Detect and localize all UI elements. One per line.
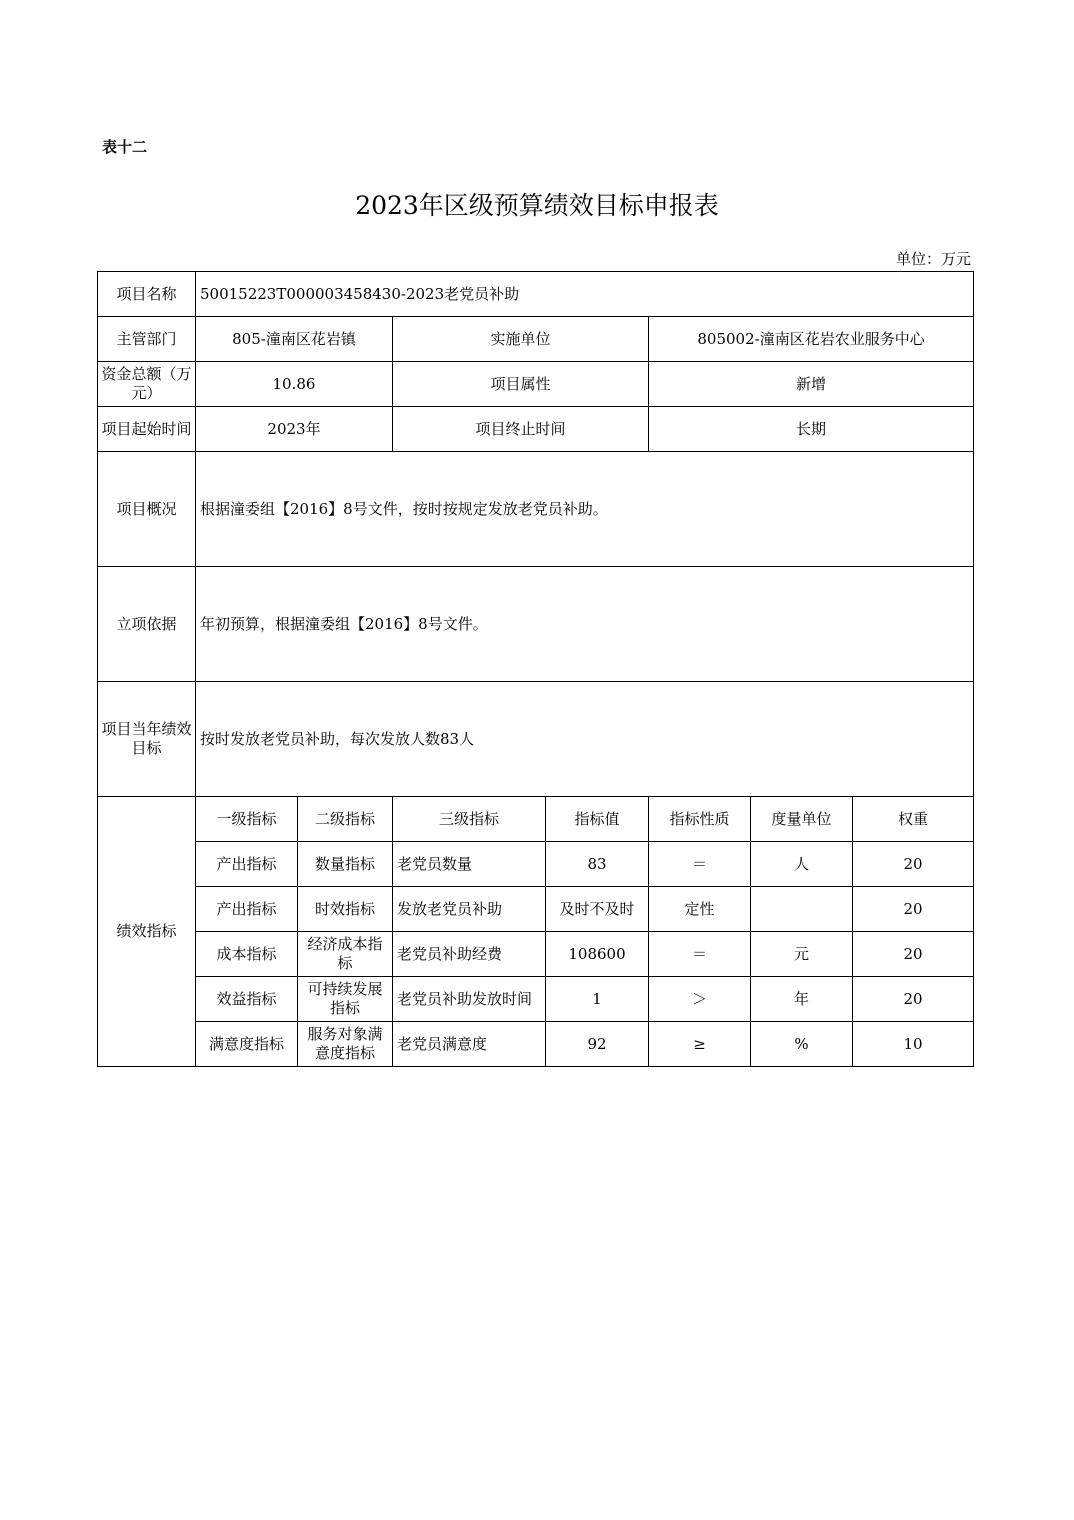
weight-cell: 20: [853, 932, 974, 977]
level1-cell: 效益指标: [196, 977, 298, 1022]
unit-label: 单位：万元: [895, 250, 971, 268]
unit-cell: 元: [751, 932, 853, 977]
unit-cell: 年: [751, 977, 853, 1022]
total-funds-label: 资金总额（万元）: [98, 362, 196, 407]
table-number-label: 表十二: [102, 138, 148, 156]
level1-cell: 产出指标: [196, 887, 298, 932]
document-title: 2023年区级预算绩效目标申报表: [355, 191, 719, 220]
weight-cell: 20: [853, 977, 974, 1022]
nature-cell: ＝: [649, 932, 751, 977]
end-time-value: 长期: [649, 407, 974, 452]
level3-cell: 发放老党员补助: [393, 887, 546, 932]
level2-cell: 可持续发展指标: [298, 977, 393, 1022]
table-row: [98, 682, 974, 797]
basis-label: 立项依据: [98, 567, 196, 682]
annual-goal-label: 项目当年绩效目标: [98, 682, 196, 797]
indicator-row: [98, 842, 974, 887]
project-name-label: 项目名称: [98, 272, 196, 317]
nature-cell: ≥: [649, 1022, 751, 1067]
level2-cell: 服务对象满意度指标: [298, 1022, 393, 1067]
weight-cell: 20: [853, 887, 974, 932]
indicators-section-label: 绩效指标: [98, 797, 196, 1067]
value-cell: 1: [546, 977, 649, 1022]
level2-cell: 数量指标: [298, 842, 393, 887]
project-attribute-label: 项目属性: [393, 362, 649, 407]
overview-label: 项目概况: [98, 452, 196, 567]
level1-cell: 满意度指标: [196, 1022, 298, 1067]
level3-cell: 老党员补助经费: [393, 932, 546, 977]
end-time-label: 项目终止时间: [393, 407, 649, 452]
value-cell: 92: [546, 1022, 649, 1067]
table-row: [98, 317, 974, 362]
table-row: [98, 407, 974, 452]
implementing-unit-value: 805002-潼南区花岩农业服务中心: [649, 317, 974, 362]
indicator-row: [98, 1022, 974, 1067]
start-time-label: 项目起始时间: [98, 407, 196, 452]
value-cell: 83: [546, 842, 649, 887]
indicator-row: [98, 977, 974, 1022]
level2-cell: 时效指标: [298, 887, 393, 932]
value-cell: 108600: [546, 932, 649, 977]
department-value: 805-潼南区花岩镇: [196, 317, 393, 362]
level1-cell: 成本指标: [196, 932, 298, 977]
level3-cell: 老党员数量: [393, 842, 546, 887]
table-row: [98, 272, 974, 317]
performance-target-table: [97, 271, 974, 1067]
header-cell: 一级指标: [196, 797, 298, 842]
nature-cell: ＝: [649, 842, 751, 887]
header-cell: 三级指标: [393, 797, 546, 842]
start-time-value: 2023年: [196, 407, 393, 452]
unit-cell: [751, 887, 853, 932]
nature-cell: 定性: [649, 887, 751, 932]
annual-goal-value: 按时发放老党员补助，每次发放人数83人: [196, 682, 974, 797]
implementing-unit-label: 实施单位: [393, 317, 649, 362]
table-row: [98, 362, 974, 407]
indicator-row: [98, 932, 974, 977]
level3-cell: 老党员补助发放时间: [393, 977, 546, 1022]
header-cell: 指标性质: [649, 797, 751, 842]
weight-cell: 10: [853, 1022, 974, 1067]
project-name-value: 50015223T000003458430-2023老党员补助: [196, 272, 974, 317]
basis-value: 年初预算，根据潼委组【2016】8号文件。: [196, 567, 974, 682]
unit-cell: %: [751, 1022, 853, 1067]
weight-cell: 20: [853, 842, 974, 887]
overview-value: 根据潼委组【2016】8号文件，按时按规定发放老党员补助。: [196, 452, 974, 567]
table-row: [98, 452, 974, 567]
indicator-row: [98, 887, 974, 932]
header-cell: 权重: [853, 797, 974, 842]
unit-cell: 人: [751, 842, 853, 887]
department-label: 主管部门: [98, 317, 196, 362]
total-funds-value: 10.86: [196, 362, 393, 407]
level2-cell: 经济成本指标: [298, 932, 393, 977]
project-attribute-value: 新增: [649, 362, 974, 407]
value-cell: 及时不及时: [546, 887, 649, 932]
header-cell: 度量单位: [751, 797, 853, 842]
indicator-header-row: [98, 797, 974, 842]
level3-cell: 老党员满意度: [393, 1022, 546, 1067]
header-cell: 二级指标: [298, 797, 393, 842]
level1-cell: 产出指标: [196, 842, 298, 887]
table-row: [98, 567, 974, 682]
nature-cell: ＞: [649, 977, 751, 1022]
header-cell: 指标值: [546, 797, 649, 842]
